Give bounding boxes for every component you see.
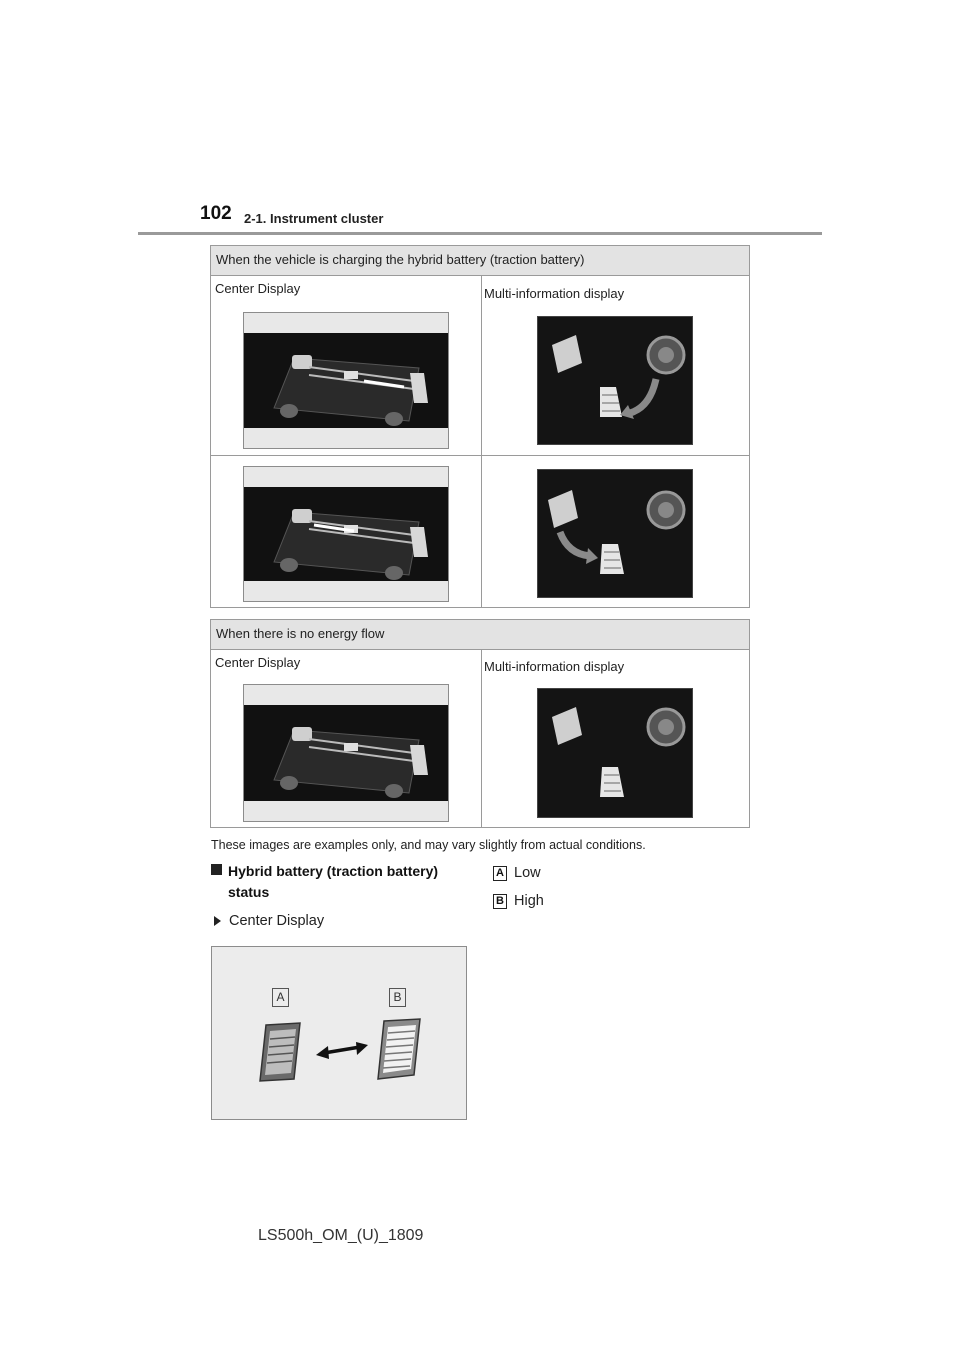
row-divider: [211, 455, 749, 456]
arrow-bullet-icon: [214, 916, 221, 926]
image-label-b: B: [389, 988, 406, 1007]
legend-text-high: High: [514, 893, 544, 909]
center-display-label: Center Display: [215, 655, 301, 670]
multi-info-display-image: [537, 316, 693, 445]
multi-info-display-label: Multi-information display: [484, 286, 625, 301]
no-energy-flow-table-title: When there is no energy flow: [211, 620, 749, 650]
column-divider: [481, 276, 482, 607]
heading-line-2: status: [228, 884, 270, 900]
column-divider: [481, 650, 482, 827]
center-display-label: Center Display: [215, 281, 301, 296]
center-display-bullet: [214, 912, 324, 930]
no-energy-flow-table: [210, 619, 750, 828]
battery-status-heading: [211, 861, 438, 903]
section-title: 2-1. Instrument cluster: [244, 211, 384, 226]
charging-table: [210, 245, 750, 608]
heading-line-1: Hybrid battery (traction battery): [228, 863, 439, 879]
multi-info-display-image: [537, 688, 693, 818]
page-number: 102: [200, 203, 232, 224]
header-rule: [138, 232, 822, 235]
multi-info-display-label: Multi-information display: [484, 659, 625, 674]
legend-tag-a: A: [493, 866, 507, 881]
disclaimer-note: These images are examples only, and may vary slightly from actual conditions.: [211, 838, 646, 852]
bullet-text: Center Display: [229, 913, 325, 929]
legend-tag-b: B: [493, 894, 507, 909]
square-bullet-icon: [211, 864, 222, 875]
battery-status-image: [211, 946, 467, 1120]
document-code: LS500h_OM_(U)_1809: [258, 1227, 424, 1244]
multi-info-display-image: [537, 469, 693, 598]
legend-text-low: Low: [514, 865, 541, 881]
center-display-image: [243, 466, 449, 602]
image-label-a: A: [272, 988, 289, 1007]
center-display-image: [243, 312, 449, 449]
center-display-image: [243, 684, 449, 822]
charging-table-title: When the vehicle is charging the hybrid battery (traction battery): [211, 246, 749, 276]
battery-low-icon: [260, 1023, 300, 1081]
double-arrow-icon: [316, 1042, 368, 1059]
battery-high-icon: [378, 1019, 420, 1079]
